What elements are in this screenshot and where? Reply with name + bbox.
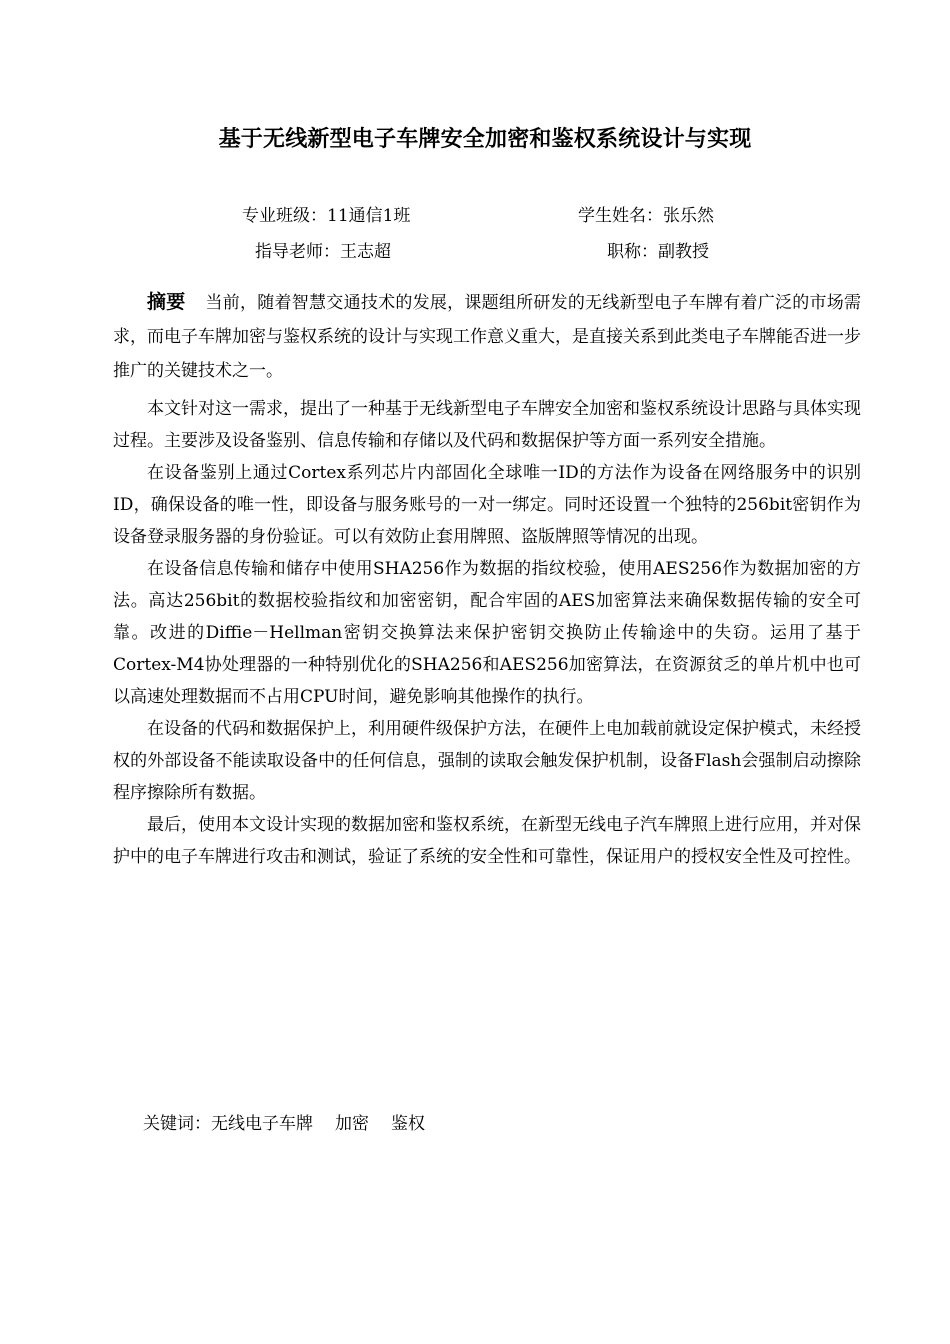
advisor-title: 职称：副教授 [607,242,709,262]
abstract-paragraph: 在设备鉴别上通过Cortex系列芯片内部固化全球唯一ID的方法作为设备在网络服务中的识别ID，确保设备的唯一性，即设备与服务账号的一对一绑定。同时还设置一个独特的256bit密钥作为设备登录服务器的身份验证。可以有效防止套用牌照、盗版牌照等情况的出现。 [113,463,861,547]
major-class: 专业班级：11通信1班 [242,206,411,226]
paper-title: 基于无线新型电子车牌安全加密和鉴权系统设计与实现 [218,127,752,152]
keyword-item: 无线电子车牌 [211,1114,313,1134]
abstract-paragraph: 在设备的代码和数据保护上，利用硬件级保护方法，在硬件上电加载前就设定保护模式，未经授权的外部设备不能读取设备中的任何信息，强制的读取会触发保护机制，设备Flash会强制启动擦除程序擦除所有数据。 [113,719,861,803]
abstract-paragraph-text: 当前，随着智慧交通技术的发展，课题组所研发的无线新型电子车牌有着广泛的市场需求，而电子车牌加密与鉴权系统的设计与实现工作意义重大，是直接关系到此类电子车牌能否进一步推广的关键技术之一。 [113,293,861,381]
student-name: 学生姓名：张乐然 [578,206,714,226]
abstract-paragraph: 在设备信息传输和储存中使用SHA256作为数据的指纹校验，使用AES256作为数据加密的方法。高达256bit的数据校验指纹和加密密钥，配合牢固的AES加密算法来确保数据传输的安全可靠。改进的Diffie－Hellman密钥交换算法来保护密钥交换防止传输途中的失窃。运用了基于Cortex-M4协处理器的一种特别优化的SHA256和AES256加密算法，在资源贫乏的单片机中也可以高速处理数据而不占用CPU时间，避免影响其他操作的执行。 [113,559,861,707]
keyword-item: 鉴权 [391,1114,425,1134]
abstract-section [113,285,861,873]
abstract-paragraph: 最后，使用本文设计实现的数据加密和鉴权系统，在新型无线电子汽车牌照上进行应用，并对保护中的电子车牌进行攻击和测试，验证了系统的安全性和可靠性，保证用户的授权安全性及可控性。 [113,815,861,867]
abstract-label: 摘要 [147,291,186,313]
keywords-label: 关键词： [143,1114,211,1134]
keywords-line [143,1110,447,1138]
keyword-item: 加密 [335,1114,369,1134]
advisor-name: 指导老师：王志超 [255,242,391,262]
abstract-paragraph [113,285,861,388]
abstract-paragraph: 本文针对这一需求，提出了一种基于无线新型电子车牌安全加密和鉴权系统设计思路与具体实现过程。主要涉及设备鉴别、信息传输和存储以及代码和数据保护等方面一系列安全措施。 [113,399,861,451]
